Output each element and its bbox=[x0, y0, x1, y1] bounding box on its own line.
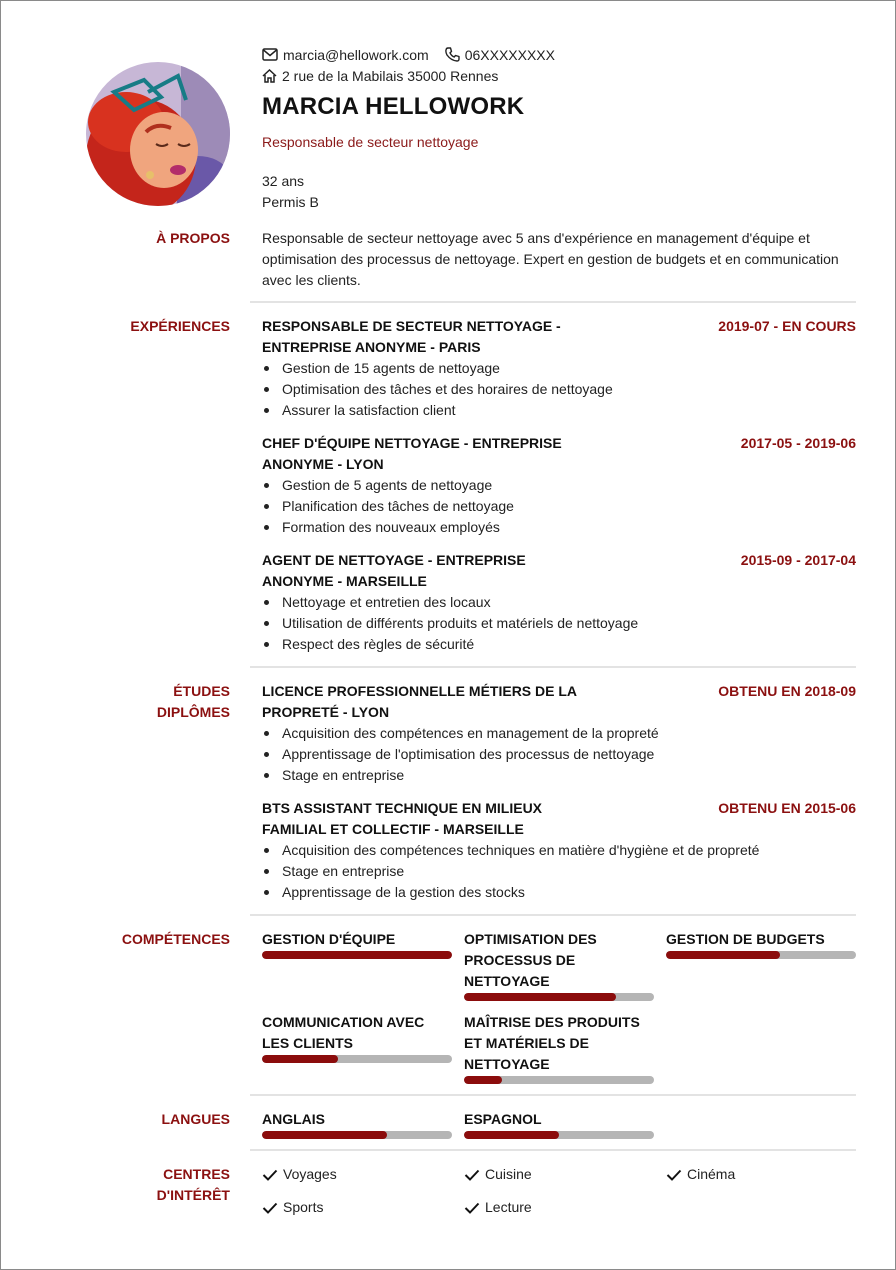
entry-date: OBTENU EN 2015-06 bbox=[718, 800, 856, 816]
divider bbox=[250, 1094, 856, 1096]
education-entry bbox=[262, 798, 856, 903]
language-bar-fill bbox=[464, 1131, 559, 1139]
skill-bar-fill bbox=[464, 993, 616, 1001]
skill-item bbox=[464, 1012, 654, 1084]
list-item: Respect des règles de sécurité bbox=[262, 634, 856, 655]
entry-date: 2019-07 - EN COURS bbox=[718, 318, 856, 334]
entry-bullets bbox=[262, 840, 856, 903]
language-bar bbox=[262, 1131, 452, 1139]
skill-item bbox=[666, 929, 856, 959]
check-icon bbox=[464, 1202, 480, 1214]
email-text: marcia@hellowork.com bbox=[283, 46, 429, 63]
skill-bar-fill bbox=[262, 951, 452, 959]
list-item: Stage en entreprise bbox=[262, 765, 856, 786]
interest-item bbox=[262, 1197, 323, 1218]
list-item: Planification des tâches de nettoyage bbox=[262, 496, 856, 517]
entry-date: OBTENU EN 2018-09 bbox=[718, 683, 856, 699]
skill-bar bbox=[262, 1055, 452, 1063]
divider bbox=[250, 914, 856, 916]
section-label-line: CENTRES bbox=[163, 1166, 230, 1182]
interest-label: Sports bbox=[283, 1199, 324, 1215]
language-bar-fill bbox=[262, 1131, 387, 1139]
entry-bullets bbox=[262, 475, 856, 538]
contact-block bbox=[262, 44, 571, 86]
section-label-education bbox=[1, 681, 230, 723]
divider bbox=[250, 301, 856, 303]
job-title: Responsable de secteur nettoyage bbox=[262, 134, 479, 150]
entry-title: BTS ASSISTANT TECHNIQUE EN MILIEUX FAMILIAL ET COLLECTIF - MARSEILLE bbox=[262, 800, 543, 837]
list-item: Gestion de 15 agents de nettoyage bbox=[262, 358, 856, 379]
section-label-line: D'INTÉRÊT bbox=[156, 1187, 230, 1203]
section-label-experiences: EXPÉRIENCES bbox=[130, 318, 230, 334]
list-item: Apprentissage de l'optimisation des processus de nettoyage bbox=[262, 744, 856, 765]
interest-item bbox=[464, 1164, 532, 1185]
language-name: ESPAGNOL bbox=[464, 1111, 542, 1127]
skill-name: GESTION DE BUDGETS bbox=[666, 931, 825, 947]
language-item bbox=[262, 1109, 452, 1139]
phone-icon bbox=[445, 47, 460, 62]
list-item: Apprentissage de la gestion des stocks bbox=[262, 882, 856, 903]
skill-item bbox=[464, 929, 654, 1001]
entry-title: RESPONSABLE DE SECTEUR NETTOYAGE - ENTREPRISE ANONYME - PARIS bbox=[262, 318, 561, 355]
list-item: Assurer la satisfaction client bbox=[262, 400, 856, 421]
interest-item bbox=[666, 1164, 735, 1185]
experience-entry bbox=[262, 550, 856, 655]
experience-entry bbox=[262, 433, 856, 538]
divider bbox=[250, 1149, 856, 1151]
list-item: Stage en entreprise bbox=[262, 861, 856, 882]
check-icon bbox=[262, 1202, 278, 1214]
language-name: ANGLAIS bbox=[262, 1111, 325, 1127]
entry-title: LICENCE PROFESSIONNELLE MÉTIERS DE LA PROPRETÉ - LYON bbox=[262, 683, 577, 720]
interest-item bbox=[262, 1164, 337, 1185]
personal-info bbox=[262, 171, 319, 213]
entry-bullets bbox=[262, 358, 856, 421]
section-label-about: À PROPOS bbox=[156, 230, 230, 246]
skill-name: GESTION D'ÉQUIPE bbox=[262, 931, 396, 947]
skill-item bbox=[262, 929, 452, 959]
skill-bar bbox=[464, 993, 654, 1001]
envelope-icon bbox=[262, 48, 278, 61]
candidate-name: MARCIA HELLOWORK bbox=[262, 93, 525, 120]
list-item: Formation des nouveaux employés bbox=[262, 517, 856, 538]
experience-entry bbox=[262, 316, 856, 421]
list-item: Acquisition des compétences en management de la propreté bbox=[262, 723, 856, 744]
interest-label: Lecture bbox=[485, 1199, 532, 1215]
entry-bullets bbox=[262, 723, 856, 786]
language-bar bbox=[464, 1131, 654, 1139]
divider bbox=[250, 666, 856, 668]
skill-bar-fill bbox=[262, 1055, 338, 1063]
section-label-line: ÉTUDES bbox=[173, 683, 230, 699]
list-item: Optimisation des tâches et des horaires de nettoyage bbox=[262, 379, 856, 400]
phone-item[interactable] bbox=[445, 47, 555, 63]
language-item bbox=[464, 1109, 654, 1139]
about-text: Responsable de secteur nettoyage avec 5 ans d'expérience en management d'équipe et optimisation des processus de nettoyage. Expert en gestion de budgets et en communication avec les clients. bbox=[262, 230, 839, 288]
entry-title: CHEF D'ÉQUIPE NETTOYAGE - ENTREPRISE ANONYME - LYON bbox=[262, 435, 562, 472]
education-entry bbox=[262, 681, 856, 786]
skill-name: COMMUNICATION AVEC LES CLIENTS bbox=[262, 1014, 425, 1051]
check-icon bbox=[666, 1169, 682, 1181]
phone-text: 06XXXXXXXX bbox=[464, 46, 555, 63]
list-item: Acquisition des compétences techniques en matière d'hygiène et de propreté bbox=[262, 840, 856, 861]
skill-item bbox=[262, 1012, 452, 1063]
list-item: Gestion de 5 agents de nettoyage bbox=[262, 475, 856, 496]
age-text: 32 ans bbox=[262, 173, 305, 189]
list-item: Utilisation de différents produits et matériels de nettoyage bbox=[262, 613, 856, 634]
skill-bar bbox=[262, 951, 452, 959]
email-item[interactable] bbox=[262, 47, 429, 63]
interest-label: Cuisine bbox=[485, 1166, 532, 1182]
section-label-line: DIPLÔMES bbox=[156, 704, 230, 720]
skill-bar bbox=[666, 951, 856, 959]
skill-name: MAÎTRISE DES PRODUITS ET MATÉRIELS DE NETTOYAGE bbox=[464, 1014, 640, 1072]
entry-date: 2015-09 - 2017-04 bbox=[740, 552, 856, 568]
skill-bar-fill bbox=[464, 1076, 502, 1084]
check-icon bbox=[464, 1169, 480, 1181]
skill-bar-fill bbox=[666, 951, 780, 959]
address-item bbox=[262, 68, 498, 84]
entry-date: 2017-05 - 2019-06 bbox=[740, 435, 856, 451]
address-text: 2 rue de la Mabilais 35000 Rennes bbox=[282, 67, 499, 84]
interest-label: Voyages bbox=[283, 1166, 337, 1182]
section-label-interests bbox=[1, 1164, 230, 1206]
list-item: Nettoyage et entretien des locaux bbox=[262, 592, 856, 613]
section-label-languages: LANGUES bbox=[161, 1111, 230, 1127]
skill-bar bbox=[464, 1076, 654, 1084]
section-label-skills: COMPÉTENCES bbox=[121, 931, 230, 947]
entry-bullets bbox=[262, 592, 856, 655]
skill-name: OPTIMISATION DES PROCESSUS DE NETTOYAGE bbox=[464, 931, 597, 989]
interest-item bbox=[464, 1197, 532, 1218]
interest-label: Cinéma bbox=[687, 1166, 736, 1182]
check-icon bbox=[262, 1169, 278, 1181]
home-icon bbox=[262, 69, 277, 83]
avatar bbox=[86, 62, 230, 206]
license-text: Permis B bbox=[262, 194, 319, 210]
entry-title: AGENT DE NETTOYAGE - ENTREPRISE ANONYME - MARSEILLE bbox=[262, 552, 526, 589]
